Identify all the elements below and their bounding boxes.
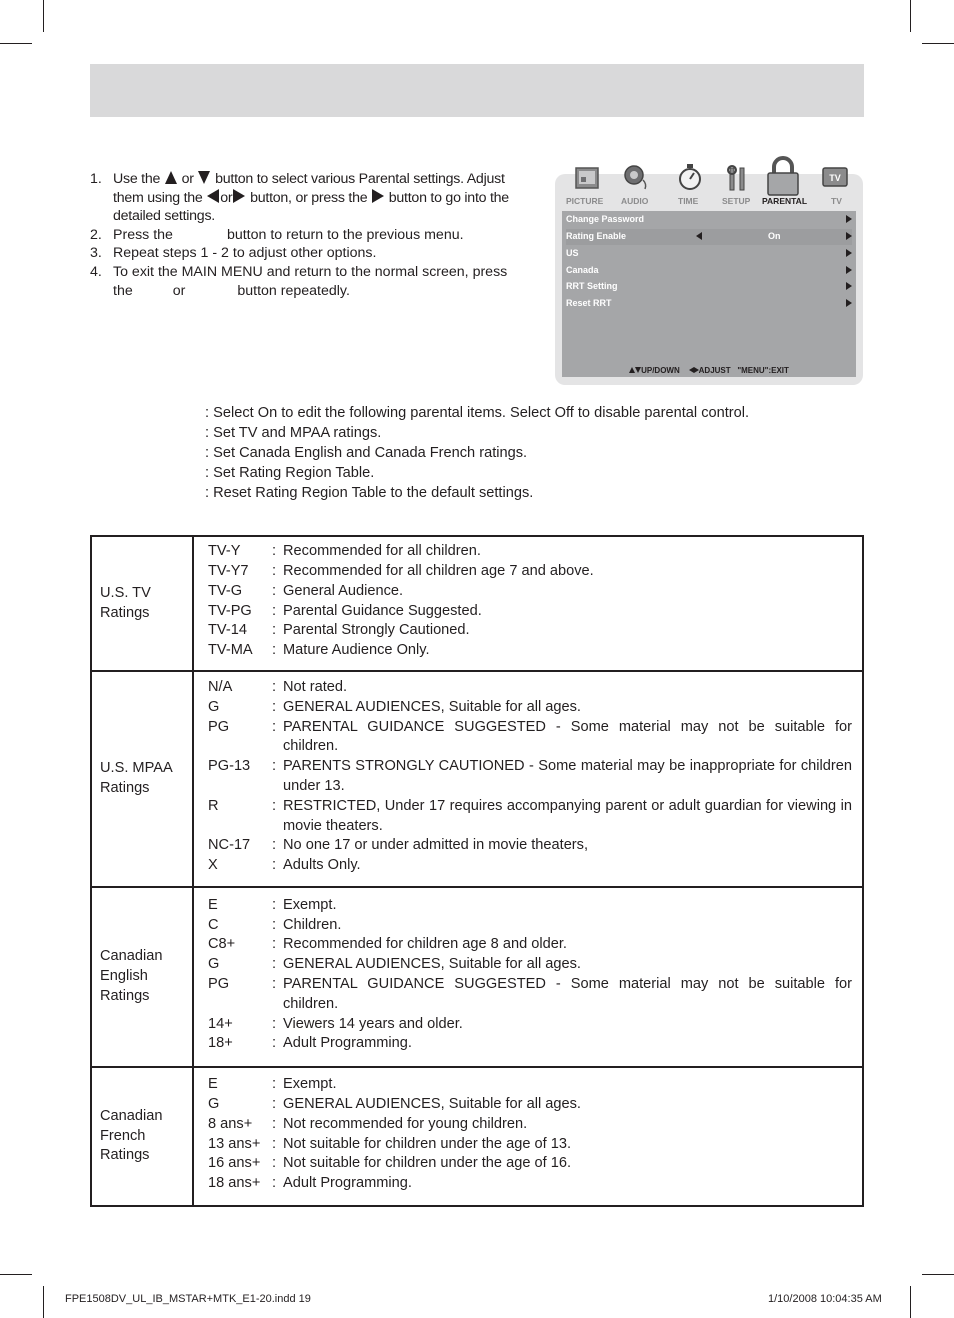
- rating-code: N/A: [208, 679, 233, 696]
- rating-entry: [208, 1095, 852, 1115]
- tab-parental[interactable]: PARENTAL: [762, 196, 808, 206]
- time-icon: [676, 162, 704, 192]
- rating-code: TV-PG: [208, 602, 252, 619]
- rating-colon: :: [272, 679, 277, 696]
- right-arrow-icon: [846, 249, 852, 257]
- step-number: 3.: [90, 245, 102, 262]
- rating-description: GENERAL AUDIENCES, Suitable for all ages.: [283, 698, 581, 715]
- crop-mark: [922, 1274, 954, 1275]
- menu-item-rating-enable[interactable]: Rating Enable On: [566, 229, 852, 245]
- rating-category: U.S. MPAA Ratings: [91, 671, 193, 887]
- rating-code: E: [208, 1076, 218, 1093]
- rating-description: PARENTAL GUIDANCE SUGGESTED - Some material may not be suitable for children.: [283, 976, 852, 1012]
- rating-description: Mature Audience Only.: [283, 642, 430, 659]
- rating-colon: :: [272, 956, 277, 973]
- up-arrow-icon: [165, 171, 177, 184]
- rating-entry: [208, 562, 852, 582]
- picture-icon: [573, 165, 601, 193]
- rating-entry: [208, 698, 852, 718]
- crop-mark: [0, 43, 32, 44]
- rating-description: Adult Programming.: [283, 1175, 412, 1192]
- right-arrow-icon: [846, 299, 852, 307]
- step-number: 2.: [90, 226, 102, 243]
- right-arrow-icon: [846, 266, 852, 274]
- rating-colon: :: [272, 936, 277, 953]
- right-arrow-icon: [233, 189, 245, 203]
- rating-entry: [208, 1174, 852, 1194]
- rating-description: Not recommended for young children.: [283, 1115, 528, 1132]
- rating-code: PG: [208, 718, 230, 735]
- rating-code: TV-MA: [208, 642, 253, 659]
- rating-code: TV-G: [208, 582, 243, 599]
- step-text: To exit the MAIN MENU and return to the normal screen, press the or button repeatedly.: [113, 263, 508, 299]
- rating-code: PG: [208, 976, 230, 992]
- menu-footer-hints: UP/DOWN ADJUST "MENU":EXIT: [562, 366, 856, 375]
- rating-entry: [208, 678, 852, 698]
- rating-code: G: [208, 698, 220, 715]
- rating-entry: [208, 582, 852, 602]
- rating-code: 14+: [208, 1015, 233, 1032]
- rating-entry: [208, 718, 852, 758]
- rating-entry: [208, 621, 852, 641]
- rating-category: Canadian English Ratings: [91, 887, 193, 1067]
- menu-item-rrt-setting[interactable]: RRT Setting: [566, 279, 852, 295]
- rating-colon: :: [272, 976, 277, 992]
- rating-colon: :: [272, 797, 277, 814]
- rating-entry: [208, 935, 852, 955]
- definition-reset-rrt: : Reset Rating Region Table to the default settings.: [205, 485, 534, 501]
- tv-icon: [821, 166, 849, 192]
- rating-entry: [208, 602, 852, 622]
- definition-canada: : Set Canada English and Canada French ratings.: [205, 445, 528, 461]
- rating-definitions: [193, 887, 863, 1067]
- rating-colon: :: [272, 857, 277, 874]
- setup-icon: [725, 164, 751, 192]
- definition-us: : Set TV and MPAA ratings.: [205, 425, 382, 441]
- rating-colon: :: [272, 1076, 277, 1093]
- rating-colon: :: [272, 642, 277, 659]
- left-arrow-icon: [696, 232, 702, 240]
- rating-description: RESTRICTED, Under 17 requires accompanying parent or adult guardian for viewing in movie theaters.: [283, 797, 852, 834]
- step-number: 4.: [90, 263, 102, 280]
- rating-category: Canadian French Ratings: [91, 1067, 193, 1206]
- rating-entry: [208, 797, 852, 837]
- rating-description: Children.: [283, 916, 342, 933]
- parental-menu-screenshot: [555, 174, 863, 385]
- rating-entry: [208, 856, 852, 876]
- rating-colon: :: [272, 758, 277, 775]
- rating-definitions: [193, 1067, 863, 1206]
- rating-colon: :: [272, 837, 277, 854]
- rating-description: Parental Guidance Suggested.: [283, 602, 482, 619]
- menu-panel: [562, 211, 856, 377]
- crop-mark: [910, 1286, 911, 1318]
- rating-colon: :: [272, 698, 277, 715]
- rating-description: General Audience.: [283, 582, 404, 599]
- rating-colon: :: [272, 916, 277, 933]
- rating-code: 16 ans+: [208, 1155, 261, 1172]
- ratings-group-row: [91, 671, 863, 887]
- rating-code: G: [208, 1095, 220, 1112]
- rating-code: 18+: [208, 1035, 233, 1052]
- right-arrow-icon: [846, 215, 852, 223]
- step-2: [90, 226, 510, 245]
- menu-item-reset-rrt[interactable]: Reset RRT: [566, 296, 852, 312]
- rating-colon: :: [272, 582, 277, 599]
- rating-entry: [208, 896, 852, 916]
- tab-picture[interactable]: PICTURE: [566, 196, 604, 206]
- definition-rating-enable: : Select On to edit the following parental items. Select Off to disable parental control.: [205, 405, 750, 421]
- rating-entry: [208, 641, 852, 661]
- rating-entry: [208, 916, 852, 936]
- rating-category: U.S. TV Ratings: [91, 536, 193, 671]
- step-1: [90, 170, 510, 226]
- tab-tv[interactable]: TV: [831, 196, 842, 206]
- crop-mark: [922, 43, 954, 44]
- menu-item-definitions: [205, 403, 865, 503]
- step-4: [90, 263, 510, 300]
- rating-description: Viewers 14 years and older.: [283, 1015, 463, 1032]
- rating-entry: [208, 1015, 852, 1035]
- rating-colon: :: [272, 602, 277, 619]
- print-timestamp: 1/10/2008 10:04:35 AM: [768, 1293, 882, 1305]
- rating-colon: :: [272, 1035, 277, 1052]
- rating-entry: [208, 757, 852, 797]
- rating-description: PARENTAL GUIDANCE SUGGESTED - Some material may not be suitable for children.: [283, 718, 852, 755]
- rating-code: G: [208, 956, 220, 973]
- rating-entry: [208, 1034, 852, 1054]
- right-arrow-icon: [372, 189, 384, 203]
- ratings-group-row: [91, 887, 863, 1067]
- rating-colon: :: [272, 1155, 277, 1172]
- rating-entry: [208, 836, 852, 856]
- rating-colon: :: [272, 718, 277, 735]
- rating-code: TV-Y7: [208, 562, 249, 579]
- tab-time[interactable]: TIME: [678, 196, 699, 206]
- rating-description: Exempt.: [283, 1076, 337, 1093]
- rating-description: Recommended for children age 8 and older.: [283, 936, 567, 953]
- crop-mark: [0, 1274, 32, 1275]
- rating-description: No one 17 or under admitted in movie theaters,: [283, 837, 589, 854]
- rating-colon: :: [272, 896, 277, 913]
- audio-icon: [621, 162, 651, 192]
- step-3: [90, 244, 510, 263]
- rating-code: 13 ans+: [208, 1135, 261, 1152]
- rating-entry: [208, 1115, 852, 1135]
- ratings-table: [90, 535, 864, 1207]
- rating-code: R: [208, 797, 219, 814]
- crop-mark: [910, 0, 911, 32]
- down-arrow-icon: [198, 171, 210, 184]
- rating-code: C: [208, 916, 219, 933]
- rating-code: 8 ans+: [208, 1115, 253, 1132]
- step-text: Use the or button to select various Parental settings. Adjust them using the or button, or press the button to go into the detailed settings.: [113, 171, 509, 225]
- rating-description: Exempt.: [283, 896, 337, 913]
- menu-icon-bar: [555, 174, 863, 214]
- rating-entry: [208, 1075, 852, 1095]
- rating-description: Adult Programming.: [283, 1035, 412, 1052]
- tab-audio[interactable]: AUDIO: [621, 196, 649, 206]
- rating-colon: :: [272, 1015, 277, 1032]
- rating-code: C8+: [208, 936, 236, 953]
- step-text: Press the button to return to the previous menu.: [113, 226, 464, 243]
- rating-colon: :: [272, 1135, 277, 1152]
- left-arrow-icon: [207, 189, 219, 203]
- ratings-group-row: [91, 536, 863, 671]
- crop-mark: [43, 1286, 44, 1318]
- step-text: Repeat steps 1 - 2 to adjust other options.: [113, 245, 377, 262]
- right-arrow-icon: [846, 232, 852, 240]
- rating-description: Adults Only.: [283, 857, 361, 874]
- rating-entry: [208, 955, 852, 975]
- rating-description: Not suitable for children under the age of 13.: [283, 1135, 572, 1152]
- rating-description: Recommended for all children age 7 and above.: [283, 562, 594, 579]
- lock-icon: [765, 156, 801, 196]
- crop-mark: [43, 0, 44, 32]
- rating-code: TV-Y: [208, 543, 241, 560]
- rating-colon: :: [272, 1095, 277, 1112]
- rating-code: NC-17: [208, 837, 251, 854]
- rating-description: Not suitable for children under the age of 16.: [283, 1155, 572, 1172]
- rating-enable-value: On: [768, 231, 781, 241]
- rating-entry: [208, 542, 852, 562]
- rating-description: Parental Strongly Cautioned.: [283, 622, 470, 639]
- rating-description: Recommended for all children.: [283, 543, 481, 560]
- rating-entry: [208, 975, 852, 1015]
- definition-rrt-setting: : Set Rating Region Table.: [205, 465, 375, 481]
- rating-colon: :: [272, 543, 277, 560]
- right-arrow-icon: [846, 282, 852, 290]
- rating-description: GENERAL AUDIENCES, Suitable for all ages.: [283, 956, 581, 973]
- rating-definitions: [193, 536, 863, 671]
- rating-code: X: [208, 857, 218, 874]
- rating-definitions: [193, 671, 863, 887]
- instruction-steps: [90, 170, 510, 300]
- menu-item-us[interactable]: US: [566, 246, 852, 262]
- menu-item-canada[interactable]: Canada: [566, 263, 852, 279]
- step-number: 1.: [90, 171, 102, 187]
- rating-code: E: [208, 896, 218, 913]
- rating-colon: :: [272, 622, 277, 639]
- section-header-bar: [90, 64, 864, 117]
- rating-description: GENERAL AUDIENCES, Suitable for all ages.: [283, 1095, 581, 1112]
- rating-colon: :: [272, 1115, 277, 1132]
- rating-entry: [208, 1154, 852, 1174]
- rating-colon: :: [272, 562, 277, 579]
- rating-description: PARENTS STRONGLY CAUTIONED - Some material may be inappropriate for children under 13.: [283, 758, 852, 794]
- file-info: FPE1508DV_UL_IB_MSTAR+MTK_E1-20.indd 19: [65, 1293, 311, 1305]
- svg-text:TV: TV: [829, 173, 841, 183]
- rating-entry: [208, 1135, 852, 1155]
- rating-description: Not rated.: [283, 679, 348, 696]
- rating-code: 18 ans+: [208, 1175, 261, 1192]
- tab-setup[interactable]: SETUP: [722, 196, 751, 206]
- ratings-group-row: [91, 1067, 863, 1206]
- menu-item-change-password[interactable]: Change Password: [566, 212, 852, 228]
- rating-colon: :: [272, 1175, 277, 1192]
- rating-code: PG-13: [208, 758, 251, 775]
- rating-code: TV-14: [208, 622, 247, 639]
